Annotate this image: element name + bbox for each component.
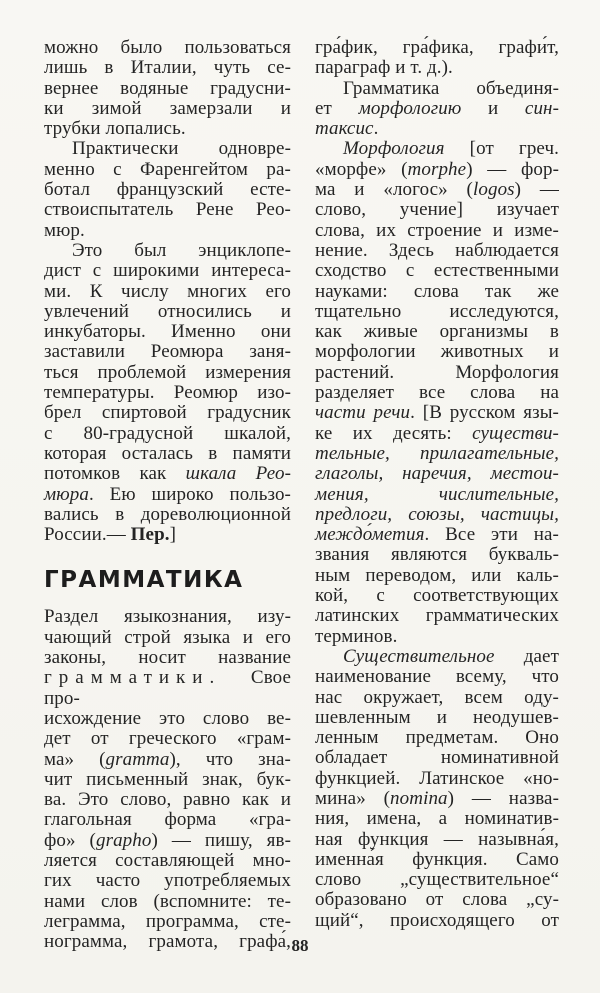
text-line: менно с Фаренгейтом ра-	[44, 158, 291, 180]
text-segment: таксис	[315, 118, 374, 140]
text-segment: Морфология	[343, 138, 445, 160]
text-line: Практически одновре-	[72, 138, 291, 160]
text-segment: грамматики	[44, 667, 210, 689]
column-right	[315, 38, 559, 931]
text-line: обладает номинативной	[315, 747, 559, 769]
text-line: образовано от слова „су-	[315, 889, 559, 911]
text-line: Грамматика объединя-	[343, 77, 559, 99]
section-heading: ГРАММАТИКА	[44, 567, 244, 594]
text-line	[315, 485, 559, 505]
text-line: с 80-градусной шкалой,	[44, 422, 291, 444]
text-line: ке их десять: существи-	[315, 422, 559, 444]
text-line: мюра. Ею широко пользо-	[44, 483, 291, 505]
text-line: нами слов (вспомните: те-	[44, 890, 291, 912]
text-line: слова, их строение и изме-	[315, 219, 559, 241]
text-line: растений. Морфология	[315, 361, 559, 383]
text-line: дист с широкими интереса-	[44, 260, 291, 282]
text-line	[315, 505, 559, 525]
text-line: функцией. Латинское «но-	[315, 767, 559, 789]
text-segment: gramma	[105, 748, 170, 770]
text-line: дет от греческого «грам-	[44, 728, 291, 750]
text-line: науками: слова так же	[315, 280, 559, 302]
text-line: как живые организмы в	[315, 321, 559, 343]
text-line: Морфология [от греч.	[343, 138, 559, 160]
text-line: глагольная форма «гра-	[44, 809, 291, 831]
text-line	[315, 444, 559, 464]
text-line: можно было пользоваться	[44, 37, 291, 58]
text-segment: син-	[524, 97, 559, 119]
text-line: ным переводом, или каль-	[315, 564, 559, 586]
text-segment: существи-	[472, 422, 559, 444]
column-left	[44, 38, 291, 952]
text-line: части речи. [В русском язы-	[315, 402, 559, 424]
text-line: щий“, происходящего от	[315, 909, 559, 931]
text-line: разделяет все слова на	[315, 382, 559, 404]
text-line: ствоиспытатель Рене Рео-	[44, 199, 291, 221]
text-line: ки зимой замерзали и	[44, 97, 291, 119]
text-line: ма и «логос» (logos) —	[315, 179, 559, 201]
text-segment: nomina	[390, 787, 448, 809]
text-line: сходство с естественными	[315, 260, 559, 282]
text-line: чающий строй языка и его	[44, 626, 291, 648]
text-segment: шкала Рео-	[185, 463, 291, 485]
text-line: заставили Реомюра заня-	[44, 341, 291, 363]
text-line: «морфе» (morphe) — фор-	[315, 158, 560, 180]
text-line: трубки лопались.	[44, 118, 186, 140]
text-line: ленным предметам. Оно	[315, 727, 559, 749]
text-segment: предлоги, союзы, частицы,	[315, 503, 559, 525]
text-segment: logos	[472, 179, 515, 201]
text-line: слово „существительное“	[315, 869, 559, 891]
text-line: шевленным и неодушев-	[315, 706, 559, 728]
text-line: гра́фик, гра́фика, графи́т,	[315, 37, 559, 58]
text-line: исхождение это слово ве-	[44, 707, 291, 729]
text-line: тщательно исследуются,	[315, 300, 559, 322]
text-line: кой, с соответствующих	[315, 585, 559, 607]
text-line: законы, носит название	[44, 647, 291, 669]
text-segment: мюра	[44, 483, 89, 505]
text-line: инкубаторы. Именно они	[44, 321, 291, 343]
text-line	[315, 464, 559, 484]
text-line: наименование всему, что	[315, 666, 559, 688]
page-number: 88	[291, 936, 309, 955]
text-line: ма» (gramma), что зна-	[44, 748, 291, 770]
text-line: междо́метия. Все эти на-	[315, 524, 559, 546]
text-line: терминов.	[315, 625, 398, 647]
text-line: ляется составляющей мно-	[44, 849, 291, 871]
text-line: температуры. Реомюр изо-	[44, 382, 291, 404]
text-line: леграмма, программа, сте-	[44, 910, 291, 932]
text-line: чит письменный знак, бук-	[44, 768, 291, 790]
text-segment: grapho	[95, 829, 152, 851]
text-line: брел спиртовой градусник	[44, 402, 291, 424]
text-line: ботал французский есте-	[44, 179, 291, 201]
text-line: гих часто употребляемых	[44, 870, 291, 892]
text-line: фо» (grapho) — пишу, яв-	[44, 829, 291, 851]
text-line: Существительное дает	[343, 645, 559, 667]
text-line: ная функция — назывна́я,	[315, 828, 559, 850]
text-line: лишь в Италии, чуть се-	[44, 57, 291, 79]
text-line: параграф и т. д.).	[315, 57, 453, 79]
text-line: нас окружает, всем оду-	[315, 686, 559, 708]
text-line: ми. К числу многих его	[44, 280, 291, 302]
text-line: слово, учение] изучает	[315, 199, 559, 221]
text-line: России.— Пер.]	[44, 524, 177, 546]
text-line: мюр.	[44, 219, 85, 241]
text-segment: morphe	[407, 158, 467, 180]
text-line: именна́я функция. Само	[315, 848, 559, 870]
text-segment: глаголы, наречия, местои-	[315, 463, 559, 485]
text-segment: тельные, прилагательные,	[315, 442, 559, 464]
text-line: нение. Здесь наблюдается	[315, 239, 559, 261]
text-segment: междо́метия	[315, 524, 425, 546]
text-line: Раздел языкознания, изу-	[44, 606, 291, 628]
text-segment: Существительное	[343, 645, 495, 667]
text-segment: Пер.	[130, 524, 170, 546]
text-line: морфологии животных и	[315, 341, 559, 363]
text-segment: морфологию	[358, 97, 462, 119]
text-line: нограмма, грамота, графа́,	[44, 931, 291, 953]
text-line: звания являются букваль-	[315, 544, 559, 566]
text-segment: части речи	[315, 402, 411, 424]
text-line: ва. Это слово, равно как и	[44, 789, 291, 811]
text-line: увлечений относились и	[44, 300, 291, 322]
text-line: которая осталась в памяти	[44, 442, 291, 464]
text-line: таксис.	[315, 118, 379, 140]
text-segment: мения, числительные,	[315, 483, 559, 505]
text-line: вернее водяные градусни-	[44, 77, 291, 99]
text-line: ет морфологию и син-	[315, 97, 559, 119]
text-line: грамматики. Свое про-	[44, 667, 291, 709]
text-line: ться проблемой измерения	[44, 361, 291, 383]
text-line: Это был энциклопе-	[72, 239, 291, 261]
text-line: латинских грамматических	[315, 605, 559, 627]
text-line: вались в дореволюционной	[44, 503, 291, 525]
text-line: мина» (nomina) — назва-	[315, 787, 559, 809]
text-line: ния, имена, а номинатив-	[315, 808, 559, 830]
text-line: потомков как шкала Рео-	[44, 463, 291, 485]
